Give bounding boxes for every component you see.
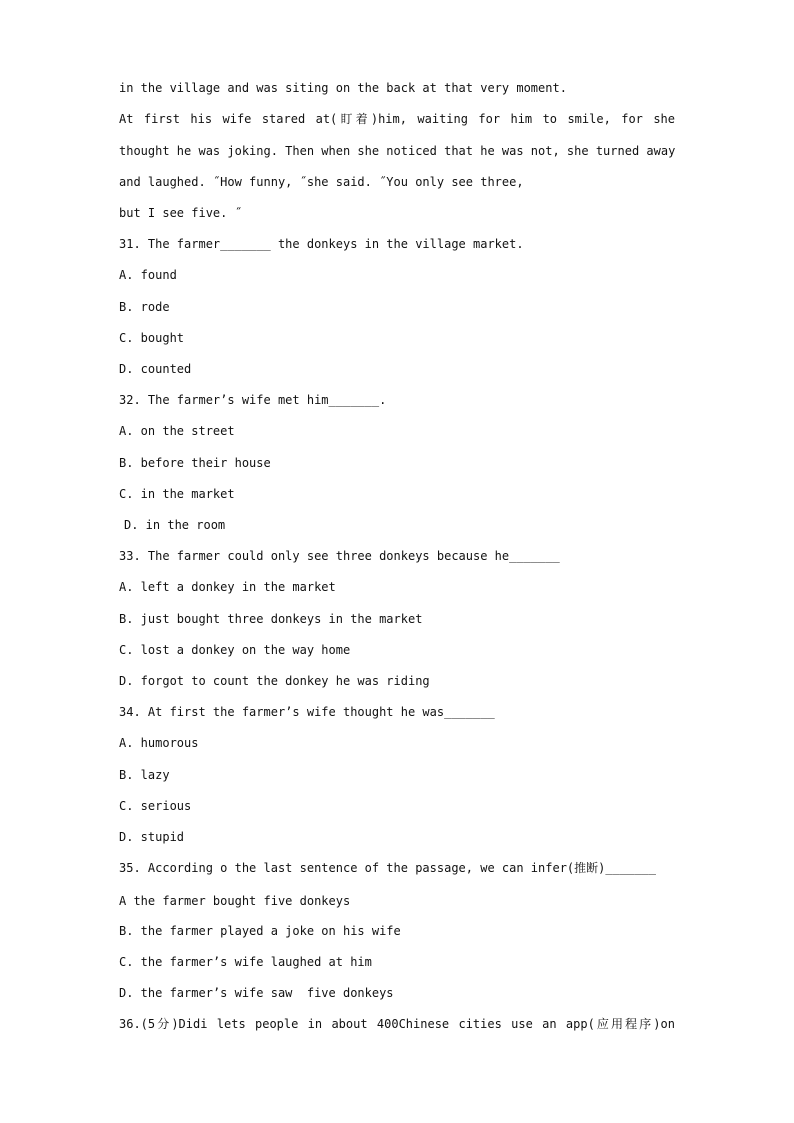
option-34-a: A. humorous	[119, 736, 199, 750]
option-32-b: B. before their house	[119, 456, 271, 470]
option-31-a: A. found	[119, 268, 177, 282]
option-35-d: D. the farmer’s wife saw five donkeys	[119, 986, 394, 1000]
option-34-b: B. lazy	[119, 768, 170, 782]
option-31-c: C. bought	[119, 331, 185, 345]
option-35-a: A the farmer bought five donkeys	[119, 894, 351, 908]
question-stem-31: 31. The farmer_______ the donkeys in the village market.	[119, 237, 524, 251]
passage-line: At first his wife stared at(盯着)him, waiting for him to smile, for she	[119, 112, 675, 126]
question-stem-36: 36.(5分)Didi lets people in about 400Chinese cities use an app(应用程序)on	[119, 1017, 675, 1031]
option-32-c: C. in the market	[119, 487, 235, 501]
option-31-d: D. counted	[119, 362, 192, 376]
option-32-d: D. in the room	[124, 518, 226, 532]
option-34-c: C. serious	[119, 799, 192, 813]
question-stem-34: 34. At first the farmer’s wife thought he was_______	[119, 705, 495, 719]
option-34-d: D. stupid	[119, 830, 185, 844]
option-33-d: D. forgot to count the donkey he was riding	[119, 674, 430, 688]
option-32-a: A. on the street	[119, 424, 235, 438]
option-33-c: C. lost a donkey on the way home	[119, 643, 351, 657]
question-stem-32: 32. The farmer’s wife met him_______.	[119, 393, 387, 407]
option-31-b: B. rode	[119, 300, 170, 314]
option-33-b: B. just bought three donkeys in the market	[119, 612, 423, 626]
passage-line: thought he was joking. Then when she noticed that he was not, she turned away	[119, 144, 676, 158]
passage-line: and laughed. ˝How funny, ˝she said. ˝You only see three,	[119, 175, 524, 189]
option-33-a: A. left a donkey in the market	[119, 580, 336, 594]
passage-line: in the village and was siting on the back at that very moment.	[119, 81, 567, 95]
passage-line: but I see five. ˝	[119, 206, 242, 220]
question-stem-33: 33. The farmer could only see three donkeys because he_______	[119, 549, 560, 563]
question-stem-35: 35. According o the last sentence of the passage, we can infer(推断)_______	[119, 861, 656, 875]
option-35-b: B. the farmer played a joke on his wife	[119, 924, 401, 938]
option-35-c: C. the farmer’s wife laughed at him	[119, 955, 372, 969]
